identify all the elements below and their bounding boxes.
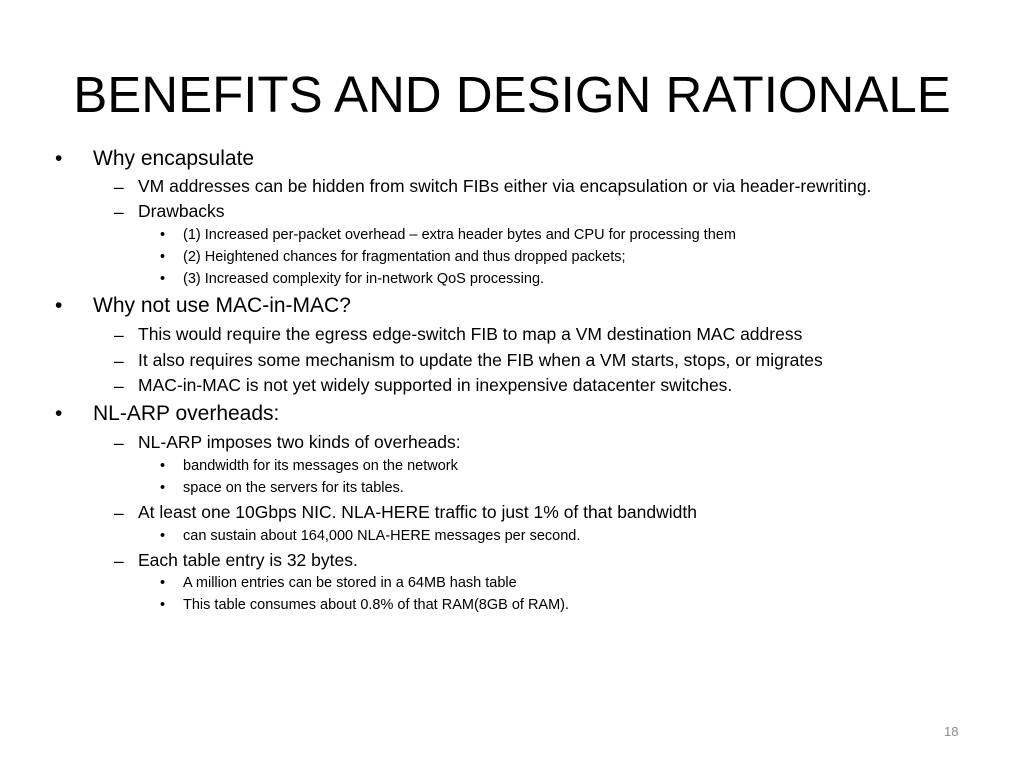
list-item-level1: Why not use MAC-in-MAC? [93,294,351,317]
bullet-marker: • [160,480,166,496]
dash-marker: – [114,325,124,345]
bullet-marker: • [160,271,166,287]
list-item-level3: This table consumes about 0.8% of that RAM(8GB of RAM). [183,597,570,613]
dash-marker: – [114,503,124,523]
slide-title: BENEFITS AND DESIGN RATIONALE [73,66,951,123]
dash-marker: – [114,351,124,371]
list-item-level2: MAC-in-MAC is not yet widely supported in inexpensive datacenter switches. [138,375,733,395]
list-item-level2: It also requires some mechanism to update the FIB when a VM starts, stops, or migrates [138,350,823,370]
list-item-level3: bandwidth for its messages on the network [183,458,458,474]
bullet-marker: • [55,147,63,170]
list-item-level2: At least one 10Gbps NIC. NLA-HERE traffic to just 1% of that bandwidth [138,502,697,522]
dash-marker: – [114,177,124,197]
bullet-marker: • [55,402,63,425]
list-item-level2: This would require the egress edge-switch FIB to map a VM destination MAC address [138,324,803,344]
page-number: 18 [944,724,959,739]
list-item-level3: (3) Increased complexity for in-network QoS processing. [183,271,545,287]
bullet-marker: • [160,575,166,591]
bullet-marker: • [160,249,166,265]
list-item-level3: (2) Heightened chances for fragmentation and thus dropped packets; [183,249,626,265]
list-item-level1: NL-ARP overheads: [93,402,280,425]
dash-marker: – [114,202,124,222]
list-item-level3: space on the servers for its tables. [183,480,404,496]
bullet-marker: • [160,597,166,613]
bullet-marker: • [160,528,166,544]
dash-marker: – [114,551,124,571]
dash-marker: – [114,433,124,453]
bullet-marker: • [55,294,63,317]
list-item-level3: (1) Increased per-packet overhead – extra header bytes and CPU for processing them [183,227,736,243]
list-item-level1: Why encapsulate [93,147,255,170]
list-item-level3: A million entries can be stored in a 64MB hash table [183,575,517,591]
list-item-level2: Drawbacks [138,201,225,221]
list-item-level2: Each table entry is 32 bytes. [138,550,358,570]
dash-marker: – [114,376,124,396]
list-item-level2: VM addresses can be hidden from switch FIBs either via encapsulation or via header-rewriting. [138,176,872,196]
bullet-marker: • [160,227,166,243]
list-item-level2: NL-ARP imposes two kinds of overheads: [138,432,461,452]
bullet-marker: • [160,458,166,474]
list-item-level3: can sustain about 164,000 NLA-HERE messages per second. [183,528,581,544]
